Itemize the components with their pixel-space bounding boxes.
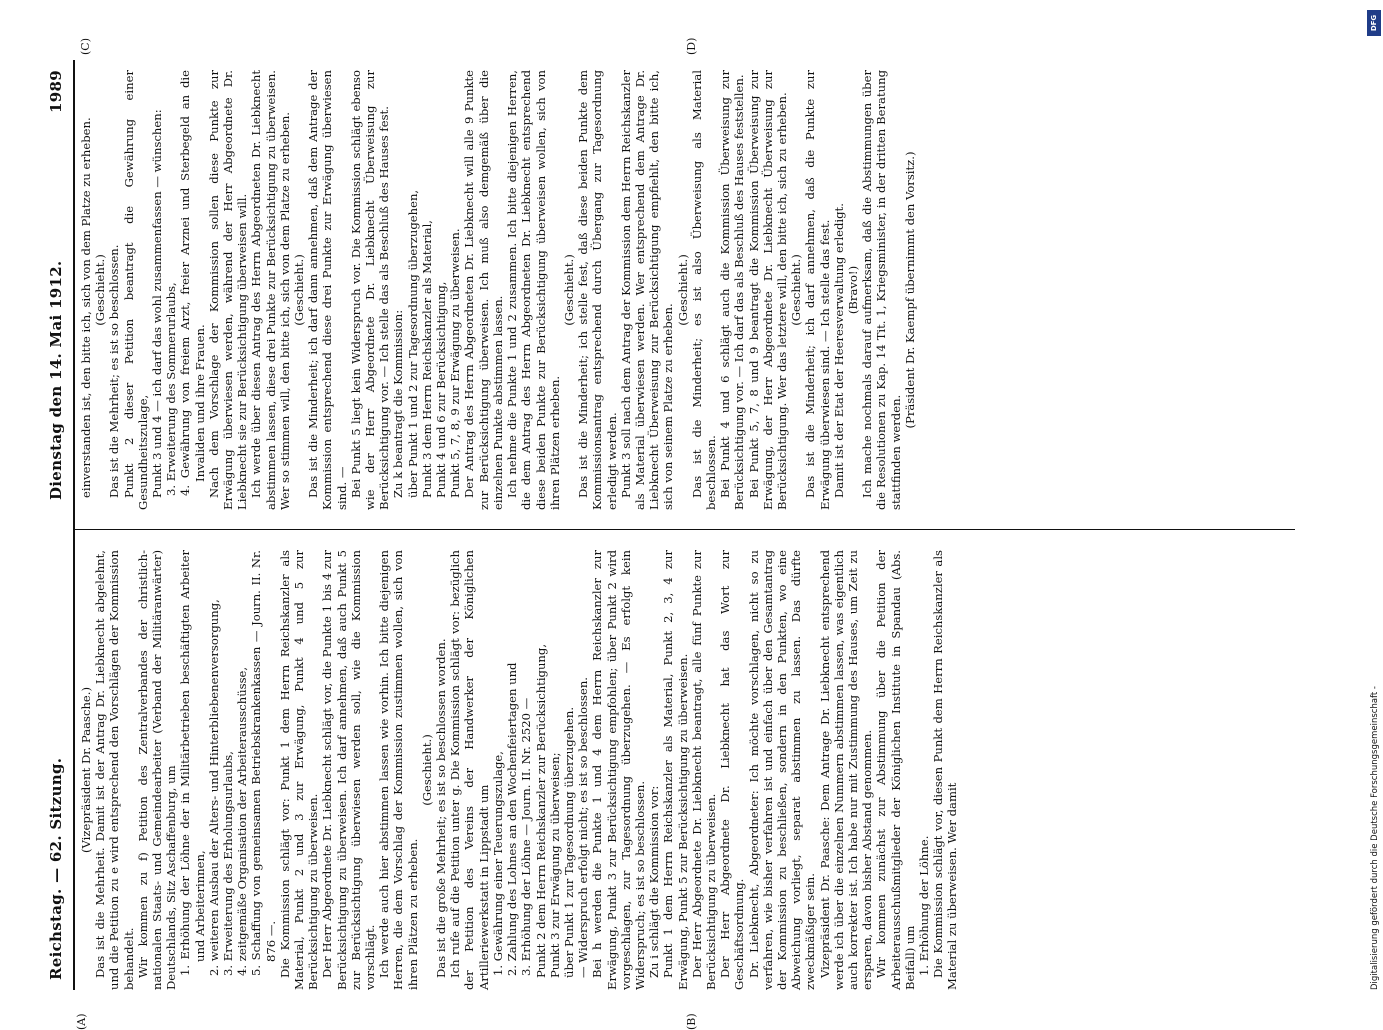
text-paragraph: Punkt 3 und 4 — ich darf das wohl zusammenfassen — wünschen: — [150, 109, 165, 498]
text-paragraph: (Geschieht.) — [419, 734, 434, 806]
margin-mark-c: (C) — [79, 38, 92, 55]
text-paragraph: (Geschieht.) — [789, 254, 804, 326]
text-paragraph: (Geschieht.) — [675, 254, 690, 326]
text-paragraph: 4. zeitgemäße Organisation der Arbeiterausschüsse, — [235, 666, 250, 976]
text-paragraph: Die Kommission schlägt vor: Punkt 1 dem Herrn Reichskanzler als Material, Punkt 2 und 3 zur Erwägung, Punkt 4 und 5 zur Berücksichtigung zu überweisen. — [277, 550, 321, 990]
right-column — [79, 70, 1294, 510]
text-paragraph: Punkt 3 zur Erwägung zu überweisen; — [547, 752, 562, 978]
text-paragraph: — Widerspruch erfolgt nicht; es ist so beschlossen. — [576, 677, 591, 978]
text-paragraph: Der Herr Abgeordnete Dr. Liebknecht beantragt, alle fünf Punkte zur Berücksichtigung zu überweisen. — [689, 550, 718, 990]
text-paragraph: Punkt 4 und 6 zur Berücksichtigung, — [434, 281, 449, 498]
text-paragraph: Bei Punkt 5 liegt kein Widerspruch vor. Die Kommission schlägt ebenso wie der Herr Abgeordnete Dr. Liebknecht Überweisung zur Berücksichtigung vor. — Ich stelle das als Beschluß des Hauses fest. — [348, 70, 392, 510]
text-paragraph: Bei Punkt 5, 7, 8 und 9 beantragt die Kommission Überweisung zur Erwägung, der Herr Abgeordnete Dr. Liebknecht Überweisung zur Berücksichtigung. Wer das letztere will, den bitte ich, sich zu erheben. — [746, 70, 789, 510]
text-paragraph: Der Antrag des Herrn Abgeordneten Dr. Liebknecht will alle 9 Punkte zur Berücksichtigung überweisen. Ich muß also demgemäß über die einzelnen Punkte abstimmen lassen. — [462, 70, 505, 510]
text-paragraph: Ich mache nochmals darauf aufmerksam, daß die Abstimmungen über die Resolutionen zu Kap. 14 Tit. 1, Kriegsminister, in der dritten Beratung stattfinden werden. — [860, 70, 903, 510]
text-paragraph: (Vizepräsident Dr. Paasche.) — [79, 687, 93, 854]
text-paragraph: Punkt 2 dieser Petition beantragt die Gewährung einer Gesundheitszulage, — [121, 70, 150, 510]
margin-mark-d: (D) — [685, 37, 698, 55]
text-paragraph: Punkt 1 dem Herrn Reichskanzler als Material, Punkt 2, 3, 4 zur Erwägung, Punkt 5 zur Berücksichtigung zu überweisen. — [661, 550, 690, 990]
text-paragraph: (Geschieht.) — [93, 254, 108, 326]
text-paragraph: einverstanden ist, den bitte ich, sich von dem Platze zu erheben. — [79, 117, 93, 498]
text-paragraph: über Punkt 1 und 2 zur Tagesordnung überzugehen, — [405, 189, 420, 498]
text-paragraph: Zu i schlägt die Kommission vor: — [647, 785, 662, 978]
text-paragraph: (Geschieht.) — [292, 254, 307, 326]
text-paragraph: Der Herr Abgeordnete Dr. Liebknecht hat das Wort zur Geschäftsordnung. — [718, 550, 747, 990]
running-header — [45, 60, 71, 990]
margin-mark-a: (A) — [75, 1013, 88, 1030]
text-paragraph: Das ist die Minderheit; ich stelle fest, daß diese beiden Punkte dem Kommissionsantrag entsprechend durch Übergang zur Tagesordnung erledigt werden. — [576, 70, 619, 510]
text-paragraph: Das ist die große Mehrheit; es ist so beschlossen worden. — [434, 638, 449, 978]
text-paragraph: (Geschieht.) — [561, 254, 576, 326]
text-paragraph: Der Herr Abgeordnete Dr. Liebknecht schlägt vor, die Punkte 1 bis 4 zur Berücksichtigung zu überweisen. Ich darf annehmen, daß auch Punkt 5 zur Berücksichtigung überwiesen werden soll, wie die Kommission vorschlägt. — [320, 550, 378, 990]
text-paragraph: Ich werde auch hier abstimmen lassen wie vorhin. Ich bitte diejenigen Herren, die dem Vorschlag der Kommission zustimmen wollen, sich von ihren Plätzen zu erheben. — [377, 550, 420, 990]
text-paragraph: 1. Gewährung einer Teuerungszulage, — [490, 751, 505, 976]
text-paragraph: Das ist die Minderheit; es ist also Überweisung als Material beschlossen. — [689, 70, 718, 510]
text-paragraph: Wir kommen zu f) Petition des Zentralverbandes der christlich-nationalen Staats- und Gemeindearbeiter (Verband der Militäranwärter) Deutschlands, Sitz Aschaffenburg, um — [135, 550, 179, 990]
text-paragraph: (Präsident Dr. Kaempf übernimmt den Vorsitz.) — [902, 151, 917, 429]
page-number: 1989 — [47, 70, 65, 113]
header-center: Dienstag den 14. Mai 1912. — [47, 260, 65, 500]
text-paragraph: (Bravo!) — [845, 265, 860, 315]
text-paragraph: 5. Schaffung von gemeinsamen Betriebskrankenkassen — Journ. II. Nr. 876 —. — [249, 550, 278, 976]
text-paragraph: Wir kommen zunächst zur Abstimmung über die Petition der Arbeiterausschußmitglieder der Königlichen Institute in Spandau (Abs. Beifall) um — [874, 550, 917, 990]
header-rule — [73, 60, 75, 990]
text-paragraph: Das ist die Minderheit; ich darf dann annehmen, daß dem Antrage der Kommission entsprechend diese drei Punkte zur Erwägung überwiesen sind. — — [306, 70, 349, 510]
text-paragraph: Punkt 3 soll nach dem Antrag der Kommission dem Herrn Reichskanzler als Material überwiesen werden. Wer entsprechend dem Antrage Dr. Liebknecht Überweisung zur Berücksichtigung empfiehlt, den bitte ich, sich von seinem Platze zu erheben. — [618, 70, 676, 510]
text-paragraph: Das ist die Minderheit; ich darf annehmen, daß die Punkte zur Erwägung überwiesen sind. — Ich stelle das fest. — [803, 70, 832, 510]
text-paragraph: Vizepräsident Dr. Paasche: Dem Antrage Dr. Liebknecht entsprechend werde ich über die einzelnen Nummern abstimmen lassen, was eigentlich auch korrekter ist. Ich habe nur mit Zustimmung des Hauses, um Zeit zu ersparen, davon bisher Abstand genommen. — [817, 550, 875, 990]
text-paragraph: Das ist die Mehrheit; es ist so beschlossen. — [107, 244, 122, 498]
text-paragraph: über Punkt 1 zur Tagesordnung überzugehen. — [561, 706, 576, 978]
text-paragraph: 1. Erhöhung der Löhne. — [916, 835, 931, 976]
text-paragraph: Dr. Liebknecht, Abgeordneter: Ich möchte vorschlagen, nicht so zu verfahren, wie bisher verfahren ist und einfach über den Gesamtantrag der Kommission zu beschließen, sondern in den Punkten, wo eine Abweichung vorliegt, separat abstimmen zu lassen. Das dürfte zweckmäßiger sein. — [746, 550, 818, 990]
text-paragraph: Punkt 2 dem Herrn Reichskanzler zur Berücksichtigung, — [533, 643, 548, 978]
dfg-logo: DFG — [1367, 10, 1381, 36]
text-paragraph: 3. Erweiterung des Erholungsurlaubs, — [221, 751, 236, 976]
text-paragraph: 2. weiteren Ausbau der Alters- und Hinterbliebenenversorgung, — [206, 599, 221, 976]
text-paragraph: Damit ist der Etat der Heeresverwaltung erledigt. — [831, 203, 846, 498]
text-paragraph: 2. Zahlung des Lohnes an den Wochenfeiertagen und — [505, 662, 520, 976]
text-paragraph: Die Kommission schlägt vor, diesen Punkt dem Herrn Reichskanzler als Material zu überweisen. Wer damit — [931, 550, 960, 990]
text-paragraph: Zu k beantragt die Kommission: — [391, 309, 406, 498]
text-paragraph: Punkt 3 dem Herrn Reichskanzler als Material, — [419, 220, 434, 498]
text-paragraph: 4. Gewährung von freiem Arzt, freier Arznei und Sterbegeld an die Invaliden und ihre Frauen. — [178, 70, 207, 496]
margin-mark-b: (B) — [685, 1013, 698, 1030]
text-paragraph: Punkt 5, 7, 8, 9 zur Erwägung zu überweisen. — [448, 228, 463, 498]
text-paragraph: 3. Erhöhung der Löhne — Journ. II. Nr. 2520 — — [519, 697, 534, 976]
text-paragraph: 3. Erweiterung des Sommerurlaubs, — [164, 282, 179, 496]
left-column — [79, 550, 1294, 990]
rotated-page-content — [45, 37, 1345, 1030]
column-divider — [75, 529, 1295, 530]
text-paragraph: Nach dem Vorschlage der Kommission sollen diese Punkte zur Erwägung überwiesen werden, während der Herr Abgeordnete Dr. Liebknecht sie zur Berücksichtigung überweisen will. — [206, 70, 250, 510]
text-paragraph: Ich rufe auf die Petition unter g. Die Kommission schlägt vor: bezüglich der Petition des Vereins der Handwerker der Königlichen Artilleriewerkstatt in Lippstadt um — [448, 550, 491, 990]
digitization-credit: Digitalisierung gefördert durch die Deutsche Forschungsgemeinschaft - — [1370, 686, 1380, 990]
text-paragraph: Ich nehme die Punkte 1 und 2 zusammen. Ich bitte diejenigen Herren, die dem Antrag des Herrn Abgeordneten Dr. Liebknecht entsprechend diese beiden Punkte zur Berücksichtigung überweisen wollen, sich von ihren Plätzen erheben. — [505, 70, 562, 510]
text-paragraph: Bei h werden die Punkte 1 und 4 dem Herrn Reichskanzler zur Erwägung, Punkt 3 zur Berücksichtigung empfohlen; über Punkt 2 wird vorgeschlagen, zur Tagesordnung überzugehen. — Es erfolgt kein Widerspruch; es ist so beschlossen. — [590, 550, 647, 990]
header-left: Reichstag. — 62. Sitzung. — [47, 757, 65, 980]
text-paragraph: Das ist die Mehrheit. Damit ist der Antrag Dr. Liebknecht abgelehnt, und die Petition zu e wird entsprechend den Vorschlägen der Kommission behandelt. — [93, 550, 136, 990]
text-paragraph: 1. Erhöhung der Löhne der in Militärbetrieben beschäftigten Arbeiter und Arbeiterinnen, — [178, 550, 207, 976]
text-paragraph: Bei Punkt 4 und 6 schlägt auch die Kommission Überweisung zur Berücksichtigung vor. — Ich darf das als Beschluß des Hauses feststellen. — [718, 70, 747, 510]
text-paragraph: Ich werde über diesen Antrag des Herrn Abgeordneten Dr. Liebknecht abstimmen lassen, diese drei Punkte zur Berücksichtigung zu überweisen. Wer so stimmen will, den bitte ich, sich von dem Platze zu erheben. — [249, 70, 292, 510]
